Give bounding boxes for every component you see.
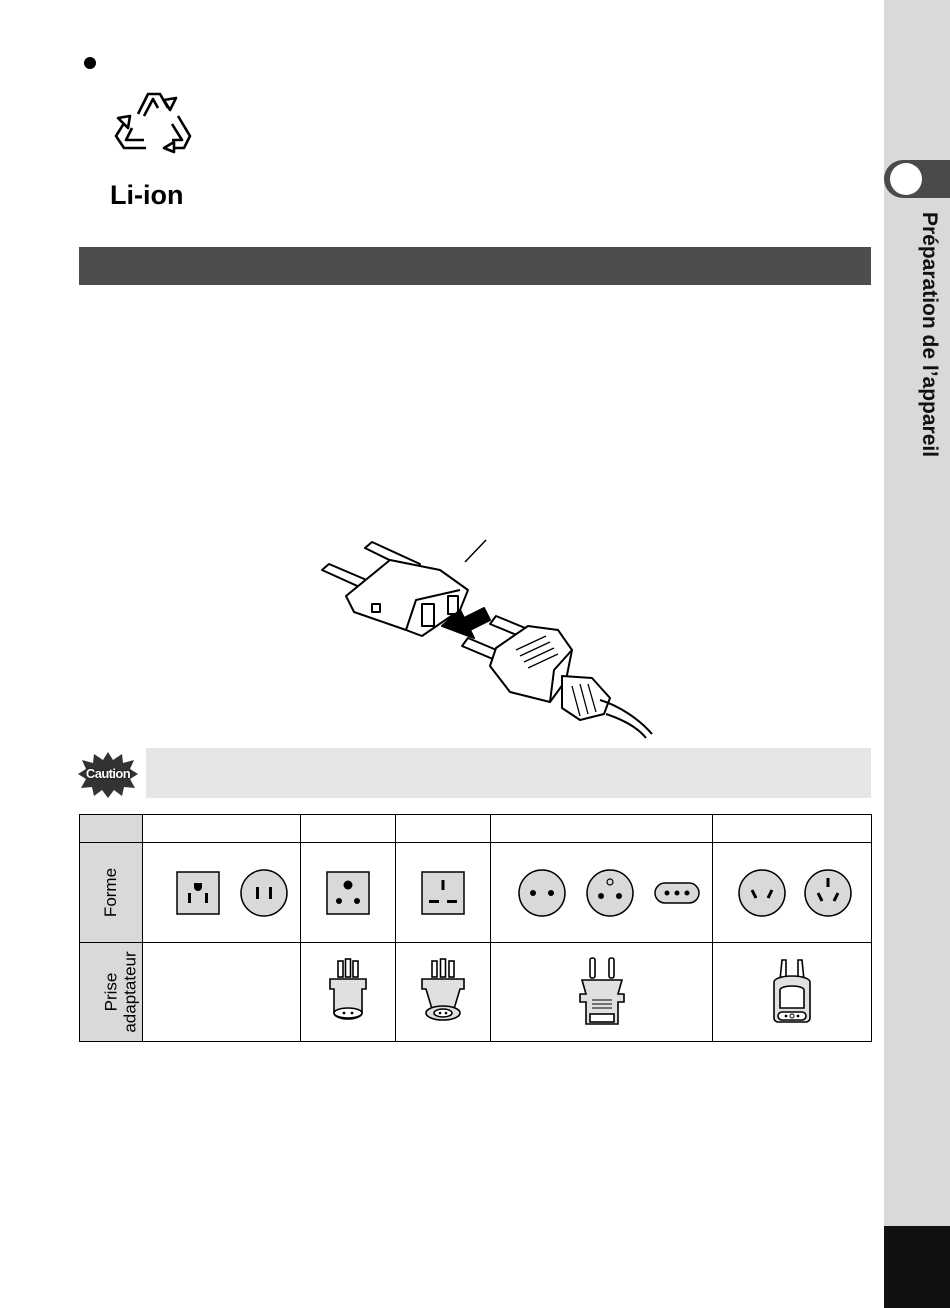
plug-adapter-illustration [310,530,660,740]
adapter-cell-c [491,943,713,1042]
bullet-point [84,57,96,69]
adapter-cell-g [396,943,491,1042]
adapter-cell-empty [143,943,301,1042]
chapter-number-circle [890,163,922,195]
header-cell [301,815,396,843]
table-row-forme [80,843,872,943]
socket-type-o-icon [722,863,862,923]
li-ion-label: Li-ion [110,180,184,210]
adapter-plug-c-icon [572,956,632,1028]
caution-box [146,748,871,798]
socket-cell-g [396,843,491,943]
socket-cell-a [143,843,301,943]
adapter-cell-d [301,943,396,1042]
adapter-cell-o [713,943,872,1042]
adapter-plug-d-icon [318,957,378,1027]
page-number-block [884,1226,950,1308]
socket-type-a-icon [152,863,292,923]
row-label-adapter: Prise adaptateur [80,943,143,1042]
socket-cell-o [713,843,872,943]
section-header-bar [79,247,871,285]
header-cell [143,815,301,843]
row-label-forme: Forme [80,843,143,943]
socket-cell-d [301,843,396,943]
table-header-row [80,815,872,843]
header-cell [491,815,713,843]
header-cell [396,815,491,843]
adapter-plug-o-icon [762,956,822,1028]
caution-label: Caution [85,766,131,781]
plug-types-table [79,814,872,1042]
adapter-plug-g-icon [408,957,478,1027]
socket-type-c-icon [502,863,702,923]
socket-type-g-icon [413,863,473,923]
recycle-icon [108,86,198,168]
header-cell [713,815,872,843]
table-row-adapter [80,943,872,1042]
socket-cell-c [491,843,713,943]
header-corner-cell [80,815,143,843]
socket-type-d-icon [318,863,378,923]
chapter-title: Préparation de l’appareil [918,212,941,458]
